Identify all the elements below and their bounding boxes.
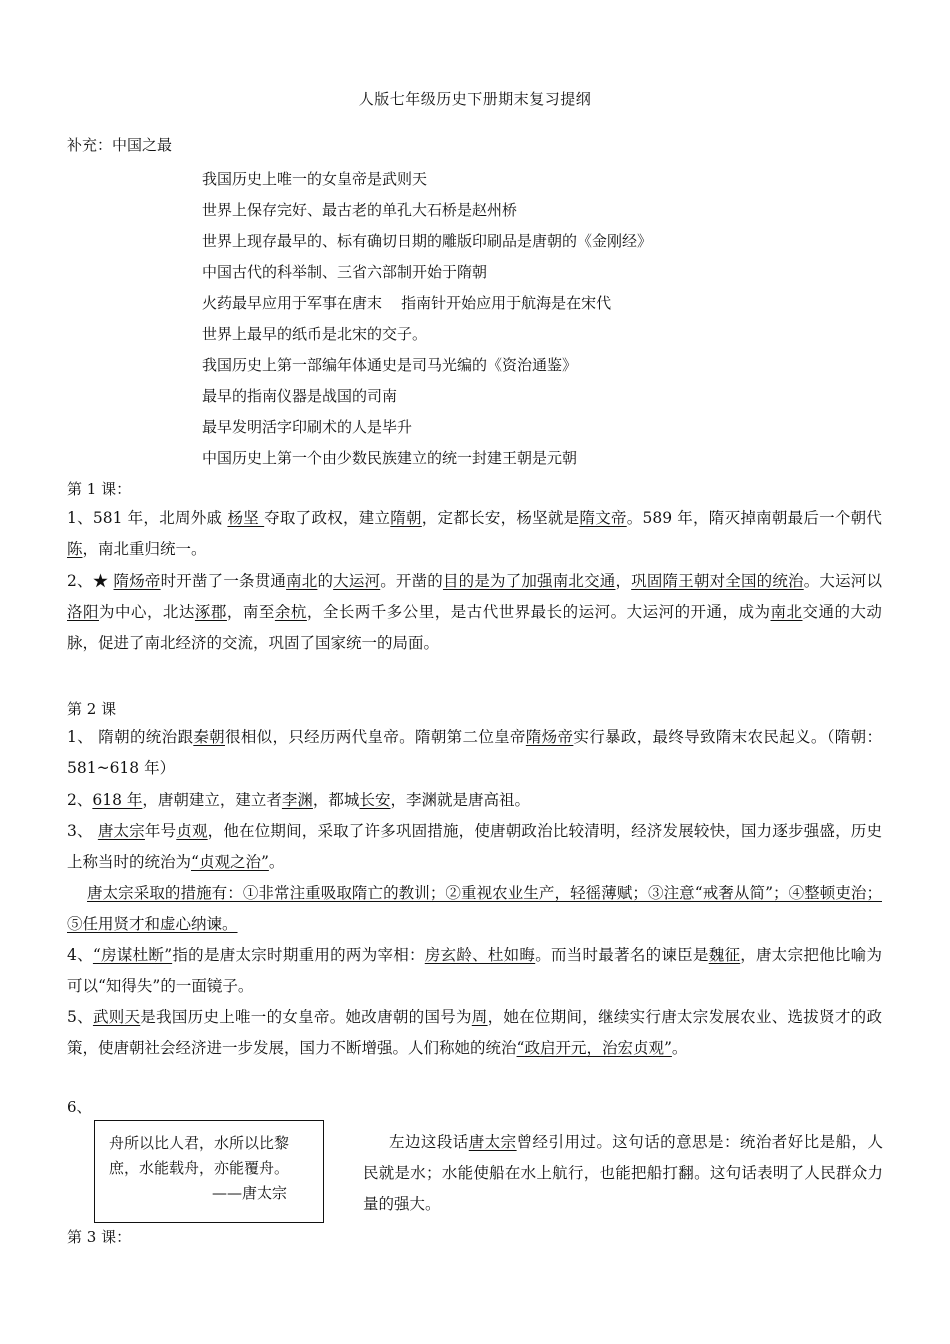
- lesson-2-paragraph-4: 4、“房谋杜断”指的是唐太宗时期重用的两为宰相：房玄龄、杜如晦。而当时最著名的谏臣是魏征，唐太宗把他比喻为可以“知得失”的一面镜子。: [67, 946, 882, 995]
- lesson-2-paragraph-2: 2、618 年，唐朝建立，建立者李渊，都城长安，李渊就是唐高祖。: [67, 791, 530, 809]
- superlative-item: 中国古代的科举制、三省六部制开始于隋朝: [202, 263, 488, 281]
- quote-text: 舟所以比人君，水所以比黎庶，水能载舟，亦能覆舟。: [109, 1134, 290, 1177]
- superlative-item: 火药最早应用于军事在唐末 指南针开始应用于航海是在宋代: [202, 294, 612, 312]
- superlative-item: 中国历史上第一个由少数民族建立的统一封建王朝是元朝: [202, 449, 578, 467]
- superlative-item: 世界上保存完好、最古老的单孔大石桥是赵州桥: [202, 201, 518, 219]
- lesson-2-heading: 第 2 课: [67, 700, 117, 718]
- quote-box: [94, 1120, 324, 1223]
- superlative-item: 最早发明活字印刷术的人是毕升: [202, 418, 413, 436]
- superlative-item: 世界上现存最早的、标有确切日期的雕版印刷品是唐朝的《金刚经》: [202, 232, 653, 250]
- lesson-2-paragraph-1: 1、 隋朝的统治跟秦朝很相似，只经历两代皇帝。隋朝第二位皇帝隋炀帝实行暴政，最终导致隋末农民起义。（隋朝：581~618 年）: [67, 728, 882, 777]
- lesson-3-heading: 第 3 课：: [67, 1228, 132, 1246]
- lesson-2-paragraph-5: 5、武则天是我国历史上唯一的女皇帝。她改唐朝的国号为周，她在位期间，继续实行唐太宗发展农业、选拔贤才的政策，使唐朝社会经济进一步发展，国力不断增强。人们称她的统治“政启开元，治宏贞观”。: [67, 1008, 882, 1057]
- quote-attribution: ——唐太宗: [211, 1184, 287, 1202]
- superlative-item: 我国历史上第一部编年体通史是司马光编的《资治通鉴》: [202, 356, 578, 374]
- lesson-2-paragraph-3: 3、 唐太宗年号贞观，他在位期间，采取了许多巩固措施，使唐朝政治比较清明，经济发展较快，国力逐步强盛，历史上称当时的统治为“贞观之治”。: [67, 822, 882, 871]
- superlative-item: 世界上最早的纸币是北宋的交子。: [202, 325, 428, 343]
- lesson-2-item-6-number: 6、: [67, 1098, 92, 1116]
- superlative-item: 最早的指南仪器是战国的司南: [202, 387, 398, 405]
- lesson-1-heading: 第 1 课：: [67, 480, 132, 498]
- superlative-item: 我国历史上唯一的女皇帝是武则天: [202, 170, 428, 188]
- lesson-1-paragraph-2: 2、★ 隋炀帝时开凿了一条贯通南北的大运河。开凿的目的是为了加强南北交通，巩固隋王朝对全国的统治。大运河以洛阳为中心，北达涿郡，南至余杭，全长两千多公里，是古代世界最长的运河。大运河的开通，成为南北交通的大动脉，促进了南北经济的交流，巩固了国家统一的局面。: [67, 572, 882, 652]
- document-title: 人版七年级历史下册期末复习提纲: [358, 90, 592, 108]
- lesson-2-measures: 唐太宗采取的措施有：①非常注重吸取隋亡的教训；②重视农业生产，轻徭薄赋；③注意“戒奢从简”；④整顿吏治；⑤任用贤才和虚心纳谏。: [67, 884, 882, 933]
- quote-explanation: 左边这段话唐太宗曾经引用过。这句话的意思是：统治者好比是船，人民就是水；水能使船在水上航行，也能把船打翻。这句话表明了人民群众力量的强大。: [363, 1133, 883, 1213]
- supplement-heading: 补充：中国之最: [67, 136, 173, 154]
- lesson-1-paragraph-1: 1、581 年，北周外戚 杨坚 夺取了政权，建立隋朝，定都长安，杨坚就是隋文帝。589 年，隋灭掉南朝最后一个朝代陈，南北重归统一。: [67, 509, 882, 558]
